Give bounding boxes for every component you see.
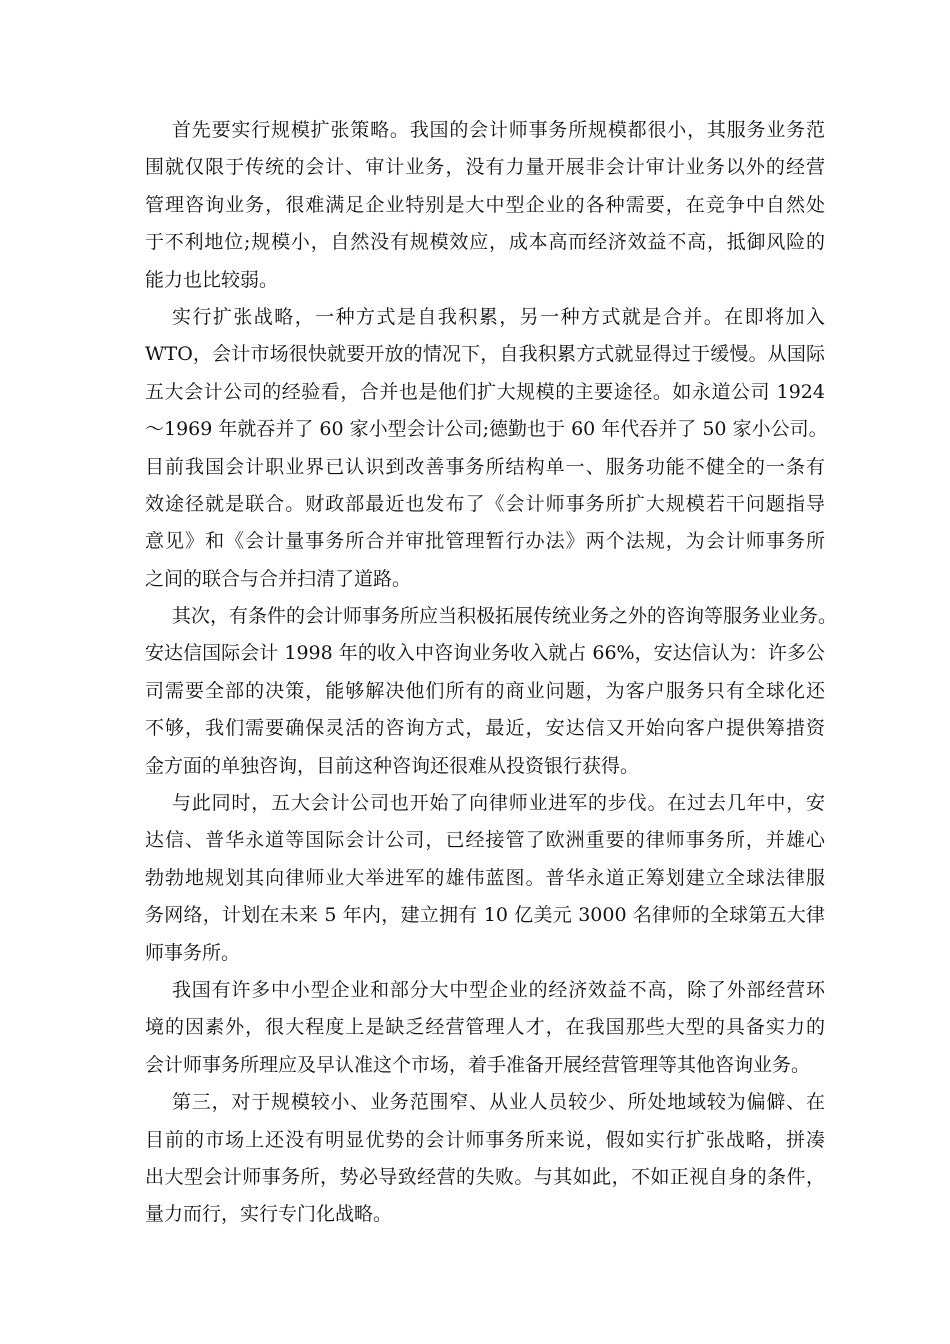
paragraph-2-line-3: 五大会计公司的经验看，合并也是他们扩大规模的主要途径。如永道公司 1924	[145, 380, 825, 403]
paragraph-3-line-3: 司需要全部的决策，能够解决他们所有的商业问题，为客户服务只有全球化还	[145, 679, 825, 702]
paragraph-6-line-4: 量力而行，实行专门化战略。	[145, 1203, 393, 1226]
paragraph-6-line-2: 目前的市场上还没有明显优势的会计师事务所来说，假如实行扩张战略，拼凑	[145, 1128, 825, 1151]
paragraph-3-line-2: 安达信国际会计 1998 年的收入中咨询业务收入就占 66%，安达信认为：许多公	[145, 642, 825, 665]
paragraph-4-line-5: 师事务所。	[145, 941, 241, 964]
paragraph-2-line-1: 实行扩张战略，一种方式是自我积累，另一种方式就是合并。在即将加入	[172, 305, 825, 328]
paragraph-2-line-7: 意见》和《会计量事务所合并审批管理暂行办法》两个法规，为会计师事务所	[145, 530, 825, 553]
paragraph-5-line-3: 会计师事务所理应及早认准这个市场，着手准备开展经营管理等其他咨询业务。	[145, 1053, 811, 1076]
paragraph-4-line-3: 勃勃地规划其向律师业大举进军的雄伟蓝图。普华永道正筹划建立全球法律服	[145, 866, 825, 889]
paragraph-2-line-2: WTO，会计市场很快就要开放的情况下，自我积累方式就显得过于缓慢。从国际	[145, 343, 825, 366]
paragraph-4-line-2: 达信、普华永道等国际会计公司，已经接管了欧洲重要的律师事务所，并雄心	[145, 829, 825, 852]
paragraph-6-line-1: 第三，对于规模较小、业务范围窄、从业人员较少、所处地域较为偏僻、在	[172, 1091, 825, 1114]
paragraph-5-line-2: 境的因素外，很大程度上是缺乏经营管理人才，在我国那些大型的具备实力的	[145, 1016, 825, 1039]
paragraph-2-line-8: 之间的联合与合并扫清了道路。	[145, 567, 412, 590]
paragraph-3-line-5: 金方面的单独咨询，目前这种咨询还很难从投资银行获得。	[145, 754, 640, 777]
paragraph-3-line-4: 不够，我们需要确保灵活的咨询方式，最近，安达信又开始向客户提供筹措资	[145, 717, 825, 740]
paragraph-2-line-6: 效途径就是联合。财政部最近也发布了《会计师事务所扩大规模若干问题指导	[145, 492, 825, 515]
paragraph-3-line-1: 其次，有条件的会计师事务所应当积极拓展传统业务之外的咨询等服务业业务。	[172, 605, 838, 628]
paragraph-1-line-3: 管理咨询业务，很难满足企业特别是大中型企业的各种需要，在竞争中自然处	[145, 193, 825, 216]
paragraph-2-line-5: 目前我国会计职业界已认识到改善事务所结构单一、服务功能不健全的一条有	[145, 455, 825, 478]
paragraph-1-line-1: 首先要实行规模扩张策略。我国的会计师事务所规模都很小，其服务业务范	[172, 119, 825, 141]
paragraph-1-line-5: 能力也比较弱。	[145, 268, 279, 291]
paragraph-5-line-1: 我国有许多中小型企业和部分大中型企业的经济效益不高，除了外部经营环	[172, 978, 825, 1001]
paragraph-2-line-4: ～1969 年就吞并了 60 家小型会计公司;德勤也于 60 年代吞并了 50 家小公司。	[145, 418, 828, 441]
paragraph-6-line-3: 出大型会计师事务所，势必导致经营的失败。与其如此，不如正视自身的条件，	[145, 1165, 825, 1188]
paragraph-1-line-4: 于不利地位;规模小，自然没有规模效应，成本高而经济效益不高，抵御风险的	[145, 231, 825, 254]
paragraph-1-line-2: 围就仅限于传统的会计、审计业务，没有力量开展非会计审计业务以外的经营	[145, 156, 825, 179]
body-text	[145, 112, 838, 1234]
paragraph-4-line-4: 务网络，计划在未来 5 年内，建立拥有 10 亿美元 3000 名律师的全球第五大律	[145, 904, 825, 927]
paragraph-4-line-1: 与此同时，五大会计公司也开始了向律师业进军的步伐。在过去几年中，安	[172, 792, 825, 815]
